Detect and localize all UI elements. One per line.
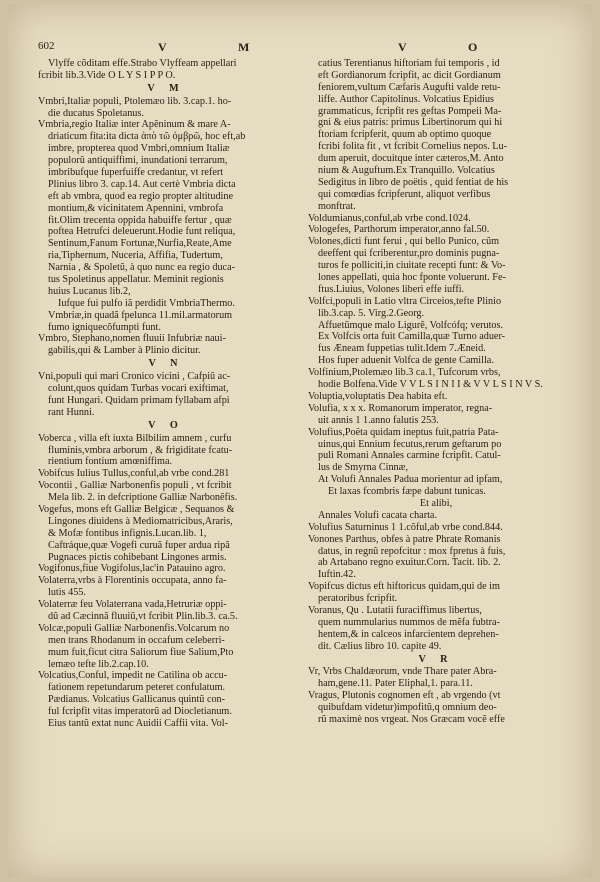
- text-line: quibufdam videtur)impofitũ,q omnium deo-: [318, 702, 497, 714]
- text-line: datus, in regnũ repofcitur : mox fpretus à fuis,: [318, 545, 506, 557]
- text-line: Mela lib. 2. in defcriptione Galliæ Narbonẽfis.: [48, 492, 238, 504]
- header-letter: V: [398, 40, 410, 54]
- text-line: fcribit lib.3.Vide O L Y S I P P O.: [38, 69, 176, 81]
- section-heading: V R: [418, 653, 454, 665]
- text-line: die ducatus Spoletanus.: [48, 107, 144, 119]
- text-line: Volaterræ feu Volaterrana vada,Hetruriæ oppi-: [38, 599, 227, 611]
- text-line: Et laxas fcombris fæpe dabunt tunicas.: [328, 486, 486, 498]
- text-line: Vragus, Plutonis cognomen eft , ab vrgendo (vt: [308, 690, 501, 702]
- text-line: Volcæ,populi Galliæ Narbonenfis.Volcarum no: [38, 622, 230, 634]
- page-number: 602: [38, 40, 55, 52]
- text-line: Volaterra,vrbs à Florentinis occupata, anno fa-: [38, 575, 227, 587]
- text-line: poftea Hetrufci deleuerunt.Hodie funt reliqua,: [48, 226, 236, 238]
- text-line: fationem repetundarum peteret confulatum.: [48, 682, 226, 694]
- right-column: [308, 58, 564, 726]
- text-line: Volufius Saturninus 1 1.cõful,ab vrbe cond.844.: [308, 521, 503, 533]
- text-line: rũ maximè nos vrgeat. Nos Græcam vocẽ effe: [318, 713, 505, 725]
- text-line: eft Gordianorum fcripfit, ac dicit Gordianum: [318, 69, 501, 81]
- text-line: Vmbriæ,in quadã fpelunca 11.mil.armatorum: [48, 309, 233, 321]
- text-line: Vogefus, mons eft Galliæ Belgicæ , Sequanos &: [38, 503, 235, 515]
- text-line: Volufia, x x x. Romanorum imperator, regna-: [308, 402, 493, 414]
- text-line: peratoribus fcripfit.: [318, 593, 398, 605]
- text-line: hentem,& in calceos infarcientem deprehen-: [318, 628, 499, 640]
- text-line: Iuftin.42.: [318, 569, 356, 581]
- text-line: fit.Olim trecenta oppida habuiffe fertur , quæ: [48, 214, 232, 226]
- text-line: fumo igniquecõfumpti funt.: [48, 321, 161, 333]
- text-line: ham,gene.11. Pater Eliphal,1. para.11.: [318, 678, 473, 690]
- text-line: populorũ antiquiffimi, inundationi terrarum,: [48, 155, 228, 167]
- text-line: catius Terentianus hiftoriam fui temporis , id: [318, 58, 500, 69]
- text-line: Caftráque,quæ Vogefi curuã fuper ardua ripã: [48, 539, 230, 551]
- text-line: lones appellati, quia hoc fponte voluerunt. Fe-: [318, 272, 506, 284]
- text-line: Vologefes, Parthorum imperator,anno fal.50.: [308, 224, 490, 236]
- text-line: tus Spoletinus appellatur. Meminit regionis: [48, 274, 224, 286]
- text-line: rientium fontium amœniffima.: [48, 456, 173, 468]
- text-line: colunt,quos quidam Turbas vocari exiftimat,: [48, 383, 229, 395]
- text-line: Iufque fui pulfo iã perdidit VmbriaThermo.: [58, 297, 235, 309]
- text-line: men trans Rhodanum in occafum celeberri-: [48, 634, 225, 646]
- text-line: Volones,dicti funt ferui , qui bello Punico, cũm: [308, 236, 500, 248]
- text-line: Affuetũmque malo Ligurẽ, Volfcófq; verutos.: [318, 319, 504, 331]
- text-line: Volcatius,Conful, impedit ne Catilina ob accu-: [38, 670, 228, 682]
- text-line: Plinius libro 3. cap.14. Aut certè Vmbria dicta: [48, 178, 236, 190]
- text-line: turos fe polliciti,in ciuitate recepti funt: & Vo-: [318, 260, 506, 272]
- text-line: Pædianus. Volcatius Gallicanus quintũ con-: [48, 694, 226, 706]
- text-line: hodie Bolfena.Vide V V L S I N I I & V V L S I N V S.: [318, 379, 543, 391]
- text-line: grammaticus, fcripfit res geftas Pompeii Ma-: [318, 105, 502, 117]
- text-line: feniorem,vultum Cæfaris Augufti valde retu-: [318, 81, 501, 93]
- text-line: quem nummularius nummos de mẽfa fubtra-: [318, 616, 500, 628]
- text-line: Volufius,Poëta quidam ineptus fuit,patria Pata-: [308, 426, 499, 438]
- text-line: ab Artabano regno exuitur.Corn. Tacit. lib. 2.: [318, 557, 501, 569]
- text-line: ftus.Liuius, Volones liberi effe iuffi.: [318, 283, 465, 295]
- text-line: dum aperuit, docuitque inter cæteros,M. Anto: [318, 153, 504, 165]
- text-line: ria,Tiphernum, Nuceria, Affifia, Tudertum,: [48, 250, 223, 262]
- section-heading: V M: [147, 82, 185, 94]
- text-line: montium,& vicinitatem Apennini, vmbrofa: [48, 202, 224, 214]
- text-line: nium & Auguftum.Ex Tranquillo. Volcatius: [318, 165, 495, 177]
- text-line: Vlyffe cõditam effe.Strabo Vlyffeam appellari: [48, 58, 237, 69]
- text-line: ful fcripfit vitas imperatorũ ad Diocletianum.: [48, 706, 232, 718]
- text-line: ftoriam fcripferit, quum ab optimo quoque: [318, 129, 492, 141]
- text-line: driaticum fita:ita dicta ἀπὸ τῶ ὀμβρῶ, hoc eft,ab: [48, 131, 246, 143]
- text-line: fus Æneam fuppetias tulit.Idem 7.Æneid.: [318, 343, 486, 355]
- text-line: lib.3.cap. 5. Virg.2.Georg.: [318, 307, 425, 319]
- text-line: rant Hunni.: [48, 406, 95, 418]
- text-line: lemæo tefte lib.2.cap.10.: [48, 658, 149, 670]
- text-line: Voluptia,voluptatis Dea habita eft.: [308, 390, 448, 402]
- text-line: huius Lucanus lib.2,: [48, 285, 131, 297]
- text-line: Vobifcus Iulius Tullus,conful,ab vrbe cond.281: [38, 468, 230, 480]
- text-line: Vni,populi qui mari Cronico vicini , Cafpiũ ac-: [38, 371, 231, 383]
- text-line: Vmbria,regio Italiæ inter Apẽninum & mare A-: [38, 119, 231, 131]
- text-line: Voranus, Qu . Lutatii furaciffimus libertus,: [308, 604, 482, 616]
- text-line: puli Romani Annales carmine fcripfit. Catul-: [318, 450, 501, 462]
- header-letter: V: [158, 40, 170, 54]
- text-line: uit annis 1 1.anno falutis 253.: [318, 414, 439, 426]
- text-line: Vmbro, Stephano,nomen fluuii Infubriæ naui-: [38, 333, 226, 345]
- text-line: Pugnaces pictis cohibebant Lingones armis.: [48, 551, 227, 563]
- text-line: mum fuit,ficut citra Saliorum fiue Salium,Pto: [48, 646, 234, 658]
- text-line: uinus,qui Ennium fecutus,rerum geftarum po: [318, 438, 502, 450]
- text-line: Volfinium,Ptolemæo lib.3 ca.1, Tufcorum vrbs,: [308, 367, 501, 379]
- section-heading: V N: [148, 358, 184, 370]
- text-line: gni & eius patris: primus Libertinorum qui hi: [318, 117, 503, 129]
- text-line: gabilis,qui & Lamber à Plinio dicitur.: [48, 345, 201, 357]
- text-line: qui comœdias fcripferunt, aliquot verfibus: [318, 188, 491, 200]
- text-line: Vmbri,Italiæ populi, Ptolemæo lib. 3.cap.1. ho-: [38, 95, 232, 107]
- header-letter: O: [468, 40, 481, 54]
- text-line: Vonones Parthus, obfes à patre Phrate Romanis: [308, 533, 501, 545]
- text-line: fcribi folita fit , vt fcribit Cornelius nepos. Lu-: [318, 141, 507, 153]
- left-column: [38, 58, 294, 730]
- text-line: imbre, propterea quod Vmbri,omnium Italiæ: [48, 143, 230, 155]
- text-line: & Mofæ fontibus infignis.Lucan.lib. 1,: [48, 527, 207, 539]
- text-line: Voldumianus,conful,ab vrbe cond.1024.: [308, 212, 471, 224]
- text-line: Et alibi,: [419, 497, 453, 509]
- text-line: Sentinum,Fanum Fortunæ,Nurfia,Reate,Ame: [48, 238, 232, 250]
- header-letter: M: [238, 40, 253, 54]
- text-line: Vocontii , Galliæ Narbonenfis populi , vt fcribit: [38, 480, 232, 492]
- text-line: liffe. Author Capitolinus. Volcatius Epidius: [318, 93, 495, 105]
- text-line: Volfci,populi in Latio vltra Circeios,tefte Plinio: [308, 295, 502, 307]
- text-line: Annales Volufi cacata charta.: [318, 509, 437, 521]
- text-line: monftrat.: [318, 200, 356, 212]
- text-line: Vr, Vrbs Chaldæorum, vnde Thare pater Abra-: [308, 666, 497, 678]
- text-line: imbribufque fuperfuiffe credantur, vt refert: [48, 167, 224, 179]
- text-line: At Volufi Annales Padua morientur ad ipfam,: [318, 474, 503, 486]
- running-header: [38, 40, 578, 56]
- text-line: dit. Cælius libro 10. capite 49.: [318, 640, 442, 652]
- text-line: fluminis,vmbra arborum , & frigiditate fcatu-: [48, 444, 233, 456]
- text-line: Vogifonus,fiue Vogifolus,lac'in Patauino agro.: [38, 563, 226, 575]
- text-line: lus de Smyrna Cinnæ,: [318, 462, 408, 474]
- text-line: eft ab vmbra, quod ea regio propter altitudine: [48, 190, 234, 202]
- text-line: Ex Volfcis orta fuit Camilla,quæ Turno aduer-: [318, 331, 506, 343]
- section-heading: V O: [148, 419, 184, 431]
- text-line: dũ ad Cæcinnã fluuiũ,vt fcribit Plin.lib.3. ca.5.: [48, 610, 238, 622]
- book-page: [8, 4, 592, 878]
- text-line: deeffent qui fcriberentur,pro dominis pugna-: [318, 248, 500, 260]
- text-line: Voberca , villa eft iuxta Bilbilim amnem , curfu: [38, 432, 232, 444]
- text-line: lutis 455.: [48, 587, 86, 599]
- text-line: Eius tantũ extat nunc Auidii Caffii vita. Vol-: [48, 717, 228, 729]
- text-line: Lingones diuidens à Mediomatricibus,Araris,: [48, 515, 233, 527]
- text-line: funt Hungari. Quidam primam fyllabam afpi: [48, 394, 230, 406]
- text-line: Vopifcus dictus eft hiftoricus quidam,qui de im: [308, 581, 500, 593]
- text-line: Narnia , & Spoletũ, à quo nunc ea regio duca-: [48, 262, 235, 274]
- text-line: Hos fuper aduenit Volfca de gente Camilla.: [318, 355, 494, 367]
- text-line: Sedigitus in libro de poëtis , quid fentiat de his: [318, 176, 509, 188]
